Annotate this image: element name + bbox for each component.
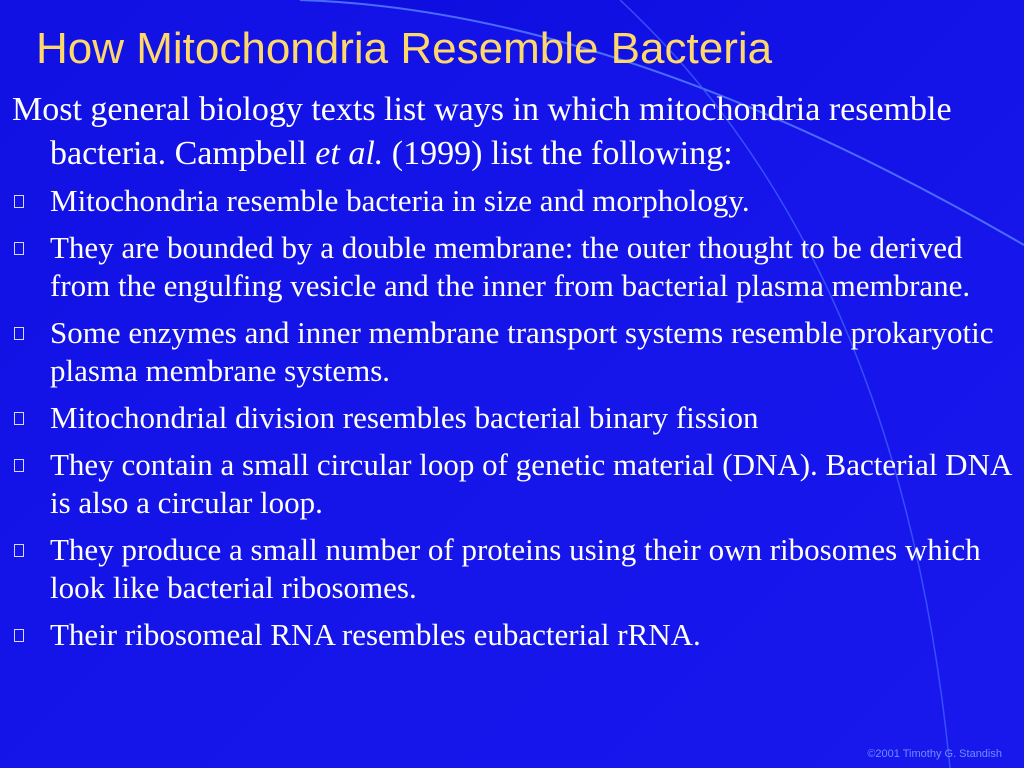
- list-item: [12, 399, 1012, 437]
- bullet-box-icon: [14, 242, 24, 255]
- intro-paragraph: [12, 88, 1012, 176]
- list-item: [12, 531, 1012, 607]
- bullet-text: They produce a small number of proteins using their own ribosomes which look like bacterial ribosomes.: [50, 532, 981, 605]
- bullet-list: [12, 182, 1012, 654]
- bullet-box-icon: [14, 412, 24, 425]
- bullet-box-icon: [14, 544, 24, 557]
- intro-italic-et-al: et al.: [315, 135, 384, 172]
- slide-body: [12, 88, 1012, 663]
- bullet-text: Mitochondria resemble bacteria in size and morphology.: [50, 183, 750, 218]
- copyright-footer: ©2001 Timothy G. Standish: [867, 748, 1002, 760]
- list-item: [12, 446, 1012, 522]
- slide-title: How Mitochondria Resemble Bacteria: [36, 24, 773, 73]
- bullet-text: They contain a small circular loop of genetic material (DNA). Bacterial DNA is also a circular loop.: [50, 447, 1011, 520]
- list-item: [12, 616, 1012, 654]
- bullet-text: They are bounded by a double membrane: the outer thought to be derived from the engulfing vesicle and the inner from bacterial plasma membrane.: [50, 230, 971, 303]
- bullet-box-icon: [14, 195, 24, 208]
- bullet-box-icon: [14, 327, 24, 340]
- list-item: [12, 182, 1012, 220]
- intro-text-start: Most general biology texts list ways in which mitochondria resemble bacteria. Campbell: [12, 91, 952, 172]
- bullet-text: Mitochondrial division resembles bacterial binary fission: [50, 400, 759, 435]
- intro-text-end: (1999) list the following:: [383, 135, 733, 172]
- list-item: [12, 229, 1012, 305]
- bullet-box-icon: [14, 629, 24, 642]
- bullet-text: Their ribosomeal RNA resembles eubacterial rRNA.: [50, 617, 701, 652]
- list-item: [12, 314, 1012, 390]
- bullet-text: Some enzymes and inner membrane transport systems resemble prokaryotic plasma membrane systems.: [50, 315, 994, 388]
- bullet-box-icon: [14, 459, 24, 472]
